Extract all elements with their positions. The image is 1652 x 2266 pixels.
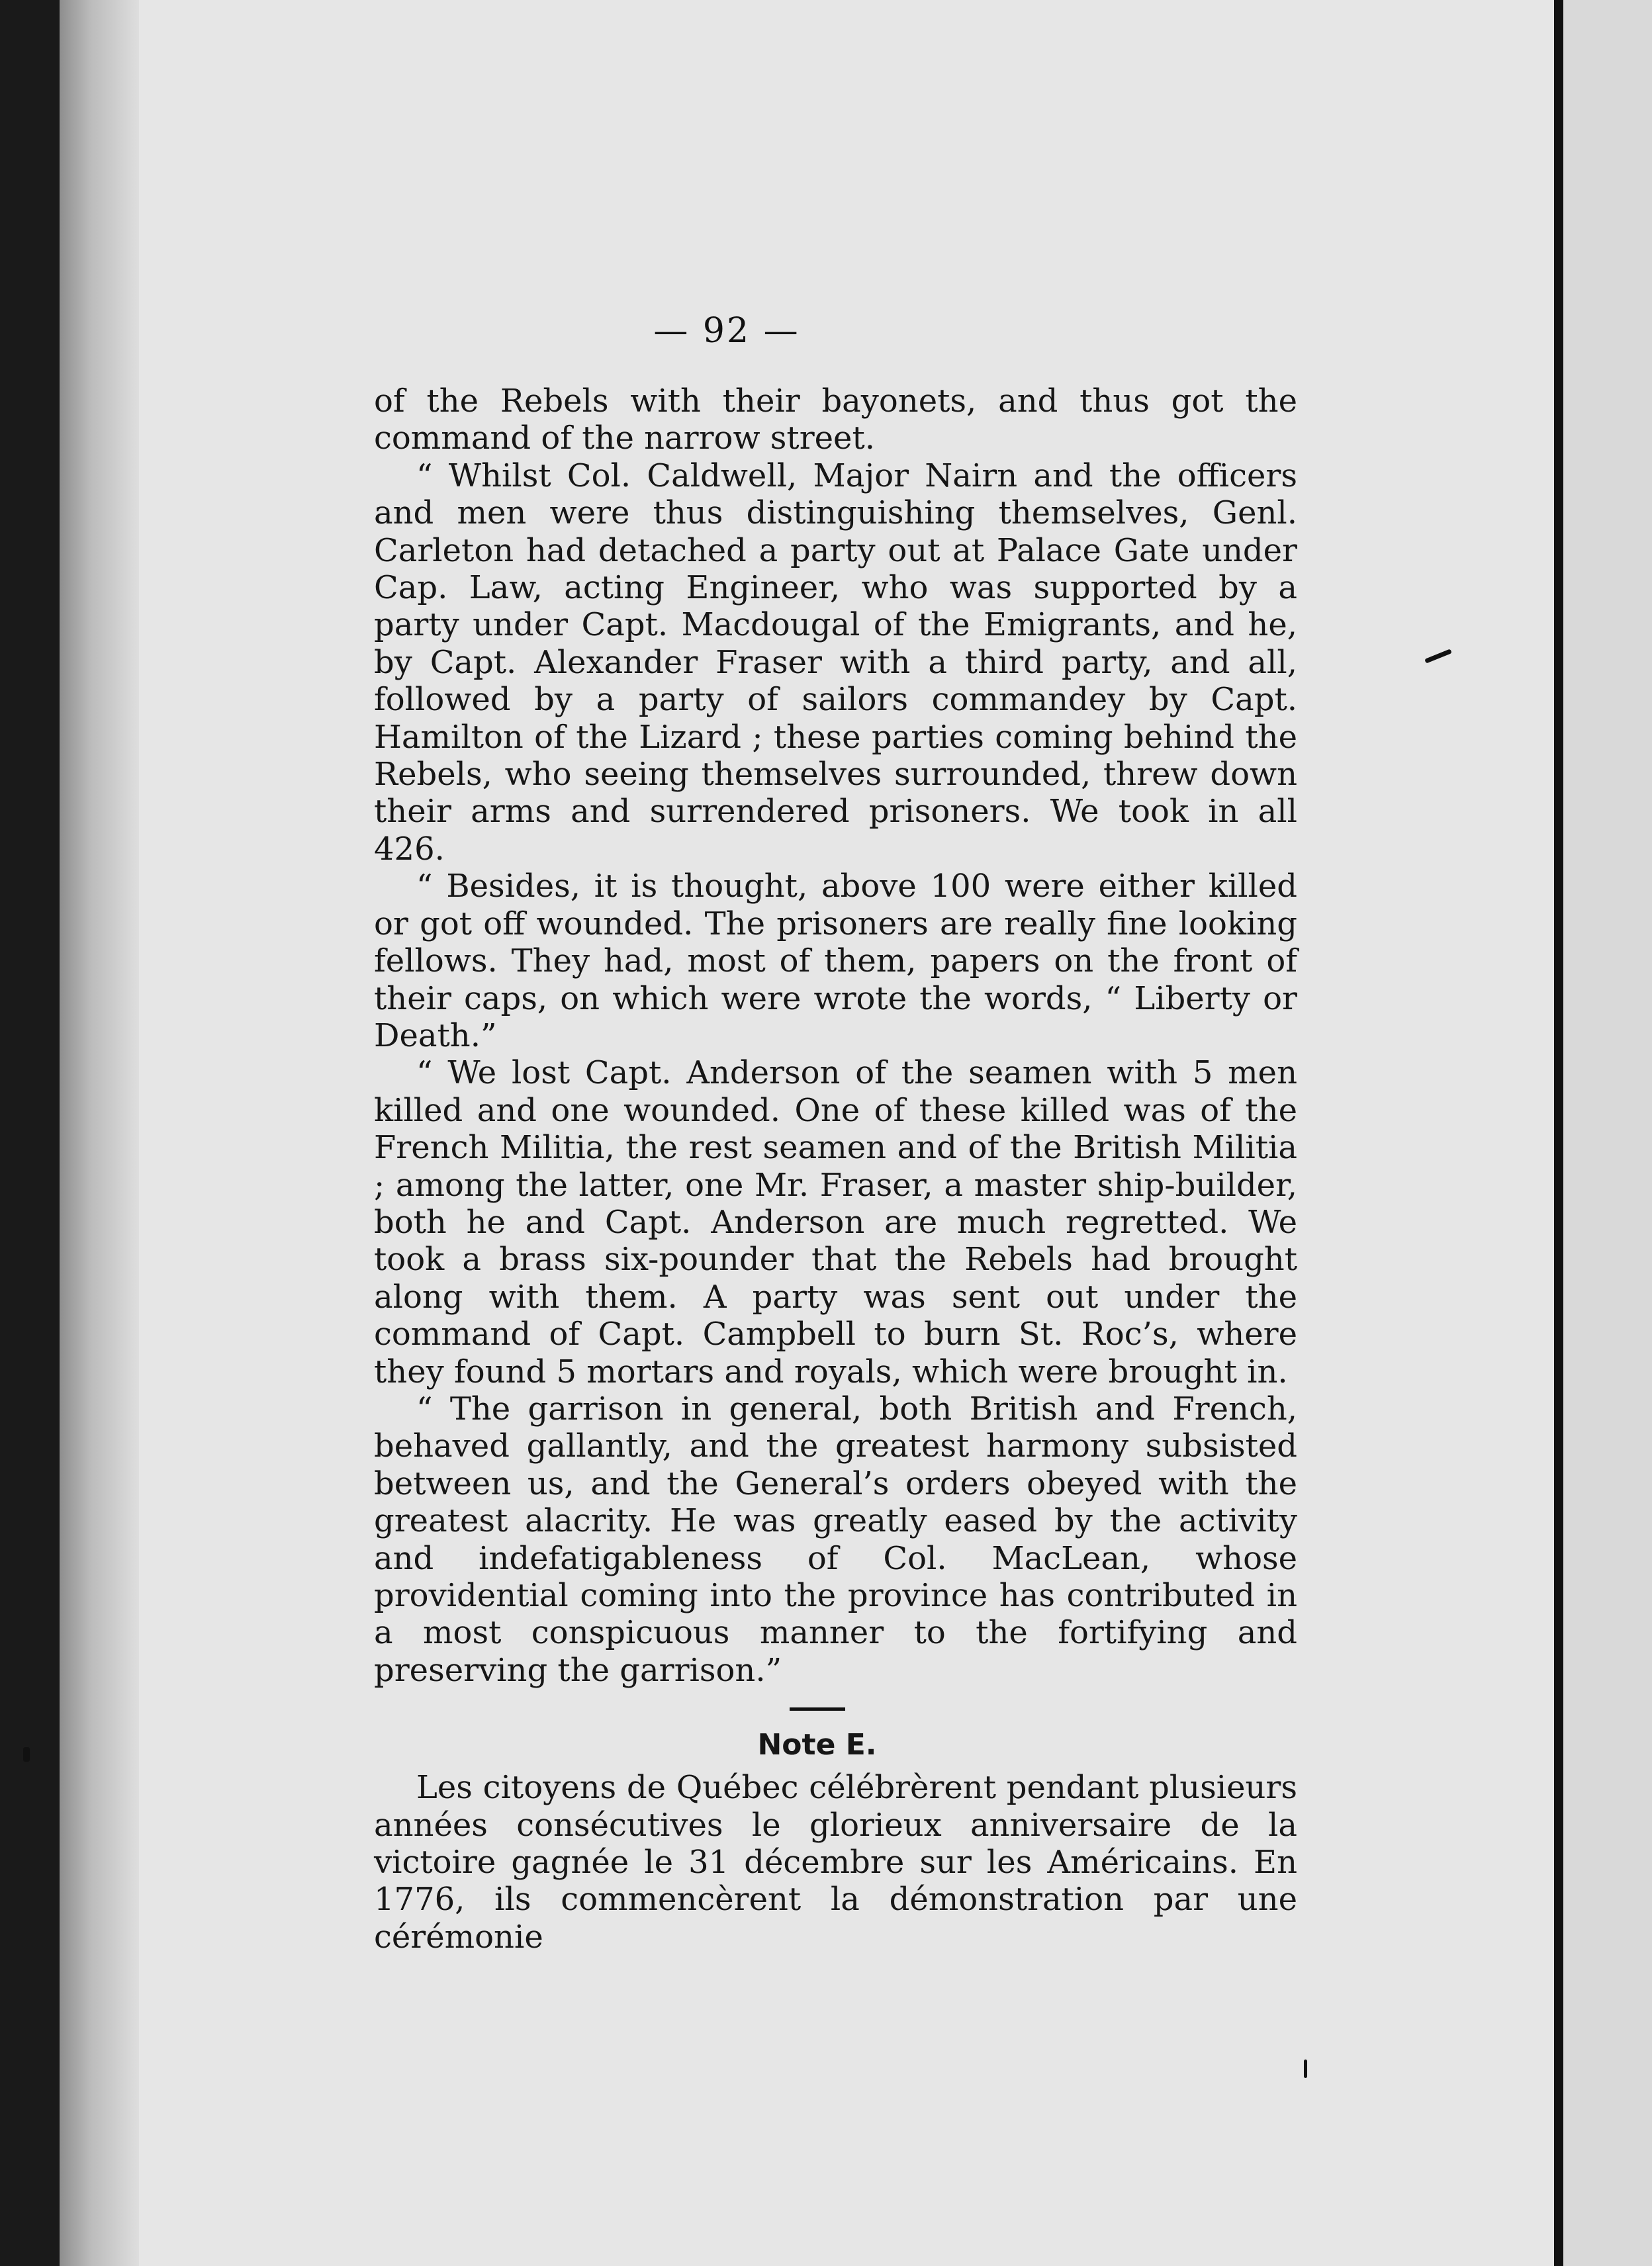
scan-speck: [23, 1747, 30, 1762]
gutter-line: [1554, 0, 1563, 2266]
scan-speck-2: [1304, 2060, 1307, 2078]
page-number: — 92 —: [653, 311, 800, 351]
paragraph-3: “ Besides, it is thought, above 100 were either killed or got off wounded. The prisoners are really fine looking fellows. They had, most of them, papers on the front of their caps, on which were wrote the words, “ Liberty or Death.”: [374, 868, 1297, 1054]
adjacent-page-edge: [1563, 0, 1652, 2266]
paragraph-1: of the Rebels with their bayonets, and thus got the command of the narrow street.: [374, 383, 1297, 457]
body-text: [374, 383, 1297, 1956]
note-paragraph: Les citoyens de Québec célébrèrent pendant plusieurs années consécutives le glorieux anniversaire de la victoire gagnée le 31 décembre sur les Américains. En 1776, ils commencèrent la démonstration par une cérémonie: [374, 1769, 1297, 1956]
note-title: Note E.: [757, 1728, 877, 1762]
paragraph-2: “ Whilst Col. Caldwell, Major Nairn and the officers and men were thus distinguishing themselves, Genl. Carleton had detached a party out at Palace Gate under Cap. Law, acting Engineer, who was supported by a party under Capt. Macdougal of the Emigrants, and he, by Capt. Alexander Fraser with a third party, and all, followed by a party of sailors commandey by Capt. Hamilton of the Lizard ; these parties coming behind the Rebels, who seeing themselves surrounded, threw down their arms and surrendered prisoners. We took in all 426.: [374, 457, 1297, 868]
section-divider: [790, 1707, 845, 1711]
paragraph-4: “ We lost Capt. Anderson of the seamen with 5 men killed and one wounded. One of these killed was of the French Militia, the rest seamen and of the British Militia ; among the latter, one Mr. Fraser, a master ship-builder, both he and Capt. Anderson are much regretted. We took a brass six-pounder that the Rebels had brought along with them. A party was sent out under the command of Capt. Campbell to burn St. Roc’s, where they found 5 mortars and royals, which were brought in.: [374, 1054, 1297, 1390]
paragraph-5: “ The garrison in general, both British and French, behaved gallantly, and the greatest harmony subsisted between us, and the General’s orders obeyed with the greatest alacrity. He was greatly eased by the activity and indefatigableness of Col. MacLean, whose providential coming into the province has contributed in a most conspicuous manner to the fortifying and preserving the garrison.”: [374, 1390, 1297, 1689]
